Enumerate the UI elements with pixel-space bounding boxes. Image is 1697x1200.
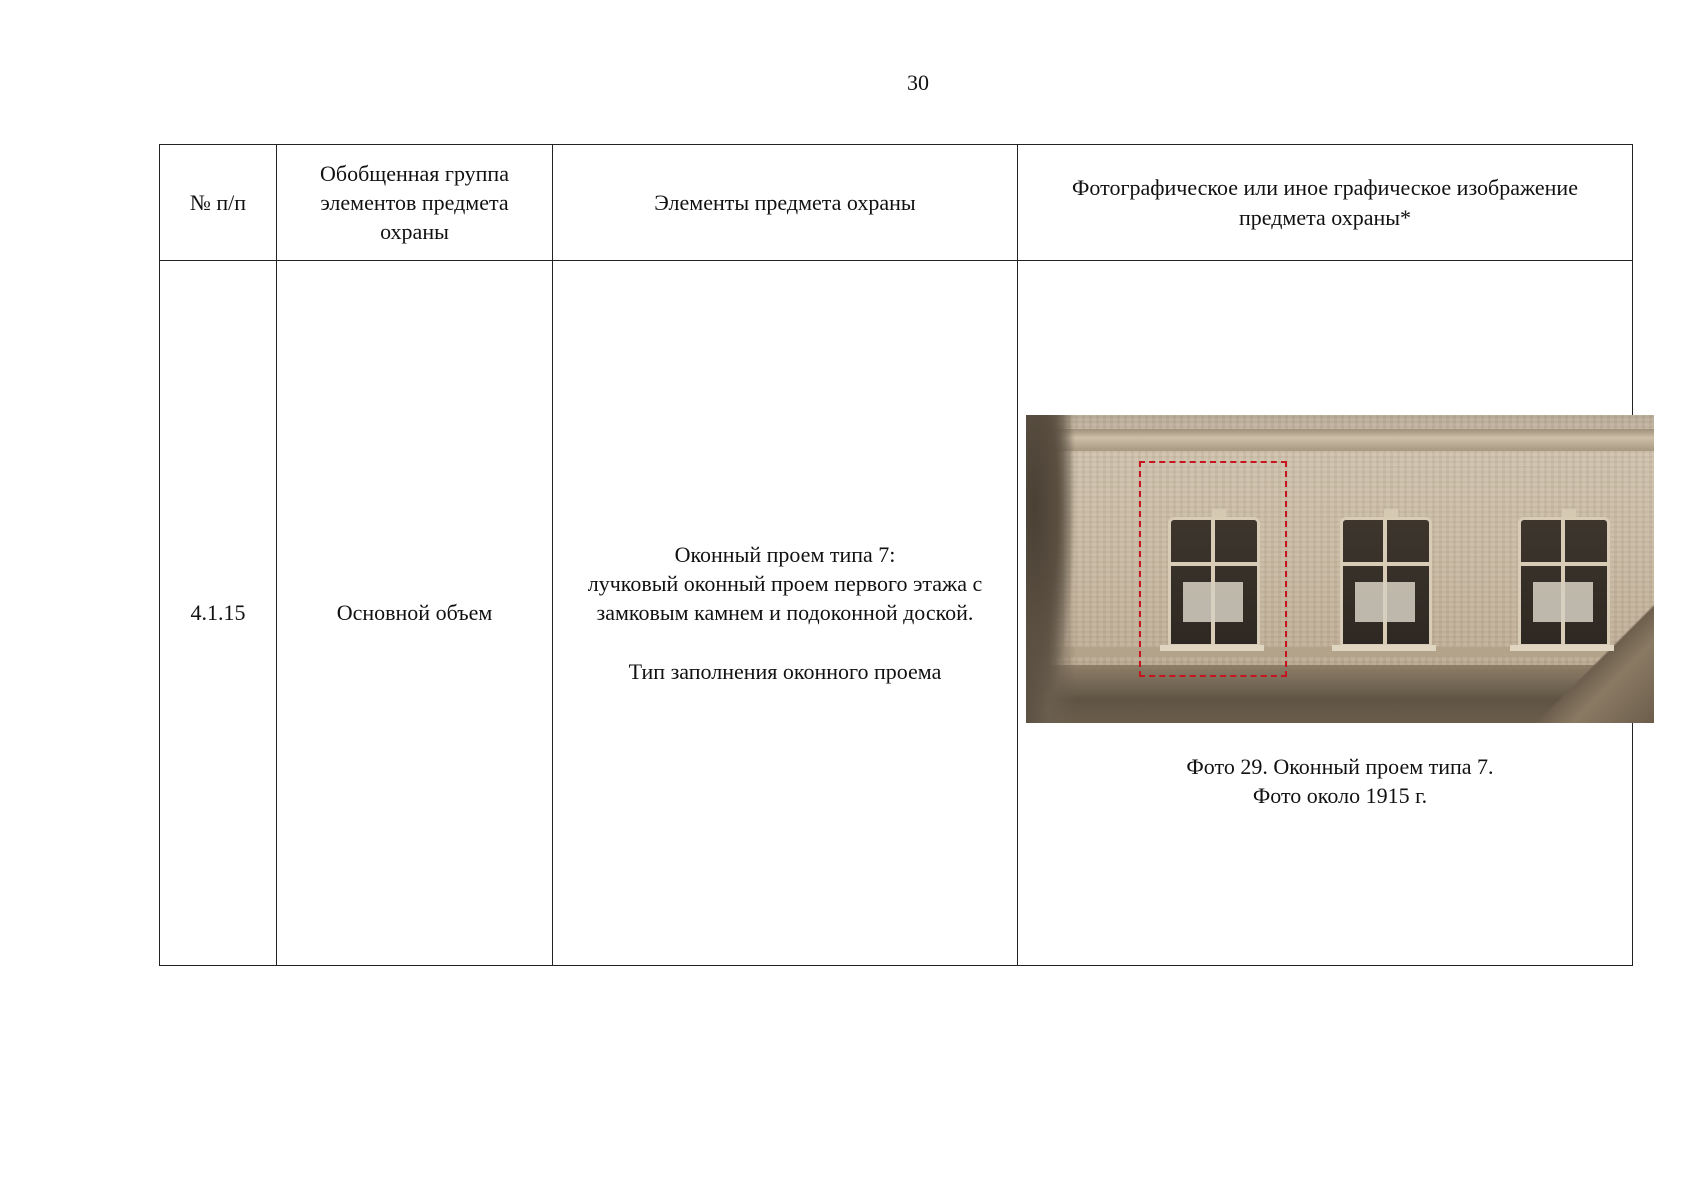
photo-block xyxy=(1026,415,1654,810)
photo-cornice xyxy=(1026,429,1654,451)
elements-line-3: Тип заполнения оконного проема xyxy=(628,659,942,685)
header-number: № п/п xyxy=(160,145,277,261)
photo-caption xyxy=(1026,753,1654,810)
photo-tree xyxy=(1026,415,1076,723)
elements-line-2: лучковый оконный проем первого этажа с замковым камнем и подоконной доской. xyxy=(587,570,983,625)
row-elements xyxy=(553,261,1018,966)
photo-highlight-frame xyxy=(1139,461,1287,677)
photo-caption-line-1: Фото 29. Оконный проем типа 7. xyxy=(1186,754,1494,780)
row-number: 4.1.15 xyxy=(160,261,277,966)
protection-subject-table xyxy=(159,144,1633,966)
photo-sill-2 xyxy=(1332,645,1436,651)
photo-sill-3 xyxy=(1510,645,1614,651)
table-row xyxy=(160,261,1633,966)
photo-caption-line-2: Фото около 1915 г. xyxy=(1252,783,1428,808)
table-header-row xyxy=(160,145,1633,261)
photo-window-3 xyxy=(1518,517,1610,647)
elements-spacer xyxy=(561,627,1009,657)
photo-window-2 xyxy=(1340,517,1432,647)
elements-line-1: Оконный проем типа 7: xyxy=(674,541,896,567)
header-elements: Элементы предмета охраны xyxy=(553,145,1018,261)
header-group: Обобщенная группа элементов предмета охраны xyxy=(277,145,553,261)
row-image-cell xyxy=(1018,261,1633,966)
page-number: 30 xyxy=(907,70,929,95)
facade-photo xyxy=(1026,415,1654,723)
row-group: Основной объем xyxy=(277,261,553,966)
header-image: Фотографическое или иное графическое изображение предмета охраны* xyxy=(1018,145,1633,261)
